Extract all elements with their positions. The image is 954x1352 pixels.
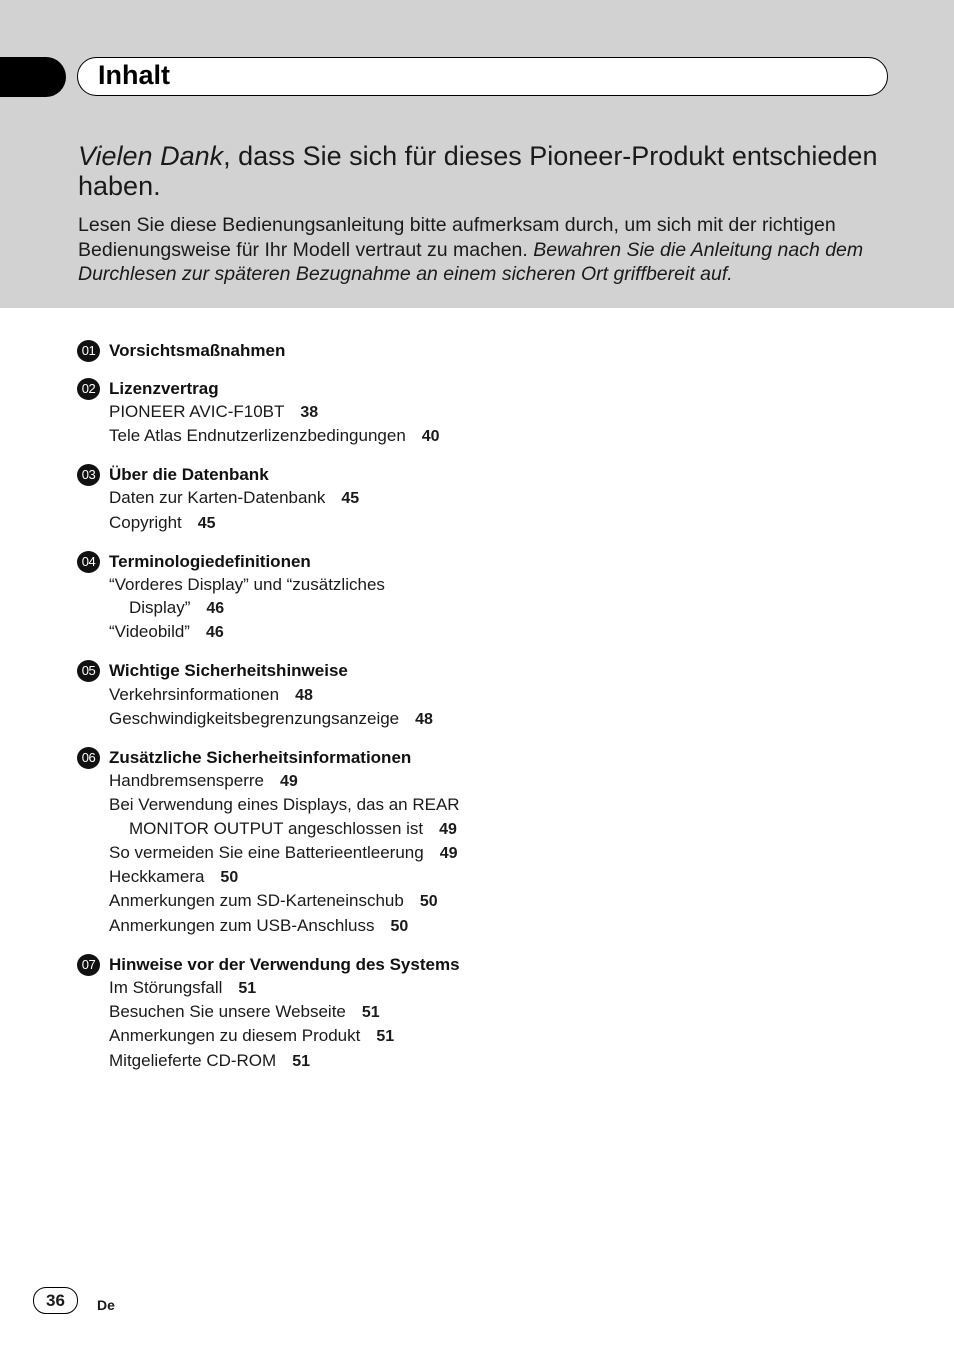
toc-entry-page: 45 (197, 514, 216, 532)
toc-entry-text: Anmerkungen zum SD-Karteneinschub (109, 891, 404, 911)
toc-entry (77, 914, 477, 938)
section-title: Vorsichtsmaßnahmen (109, 341, 286, 360)
headline (78, 141, 918, 201)
toc-entry-page: 49 (439, 820, 457, 838)
section-tab-marker (0, 57, 66, 97)
section-title: Terminologiedefinitionen (109, 551, 311, 571)
toc-entry-text: “Videobild” (109, 622, 190, 642)
section-number-badge: 07 (77, 954, 100, 976)
section-number-badge: 05 (77, 660, 100, 682)
toc-entry-page: 48 (415, 710, 433, 728)
toc-section-heading (77, 953, 477, 976)
toc-section (77, 953, 477, 1073)
section-number-badge: 03 (77, 464, 100, 486)
toc-entry (77, 1024, 477, 1048)
toc-entry (77, 976, 477, 1000)
toc-entry (77, 769, 477, 793)
toc-entry-page: 51 (292, 1052, 310, 1070)
toc-entry-page: 51 (376, 1028, 395, 1046)
toc-entry (77, 486, 477, 510)
section-title: Hinweise vor der Verwendung des Systems (109, 954, 460, 974)
toc-entry-text: Bei Verwendung eines Displays, das an REAR MONITOR OUTPUT angeschlossen ist (109, 795, 460, 838)
toc-entry-page: 50 (419, 893, 438, 911)
toc-entry (77, 400, 477, 424)
toc-entry-text: Besuchen Sie unsere Webseite (109, 1002, 346, 1022)
title-pill (77, 57, 888, 96)
toc-section (77, 659, 477, 731)
toc-section (77, 339, 477, 362)
toc-section-heading (77, 746, 477, 769)
toc-section (77, 550, 477, 645)
toc-entry-page: 38 (300, 404, 319, 422)
intro-paragraph (78, 213, 896, 287)
toc-section (77, 746, 477, 938)
toc-entry (77, 865, 477, 889)
section-title: Wichtige Sicherheitshinweise (109, 661, 348, 681)
toc-section-heading (77, 463, 477, 486)
toc-entry-text: Geschwindigkeitsbegrenzungsanzeige (109, 708, 400, 728)
section-number-badge: 04 (77, 551, 100, 573)
toc-entry-text: Mitgelieferte CD-ROM (109, 1050, 277, 1070)
toc-entry-text: “Vorderes Display” und “zusätzliches Display” (109, 574, 385, 618)
toc-entry (77, 1049, 477, 1073)
toc-entry-page: 45 (341, 490, 360, 508)
toc-entry-page: 49 (279, 772, 298, 790)
headline-rest: , dass Sie sich für dieses Pioneer-Produkt entschieden haben. (78, 141, 878, 201)
toc-entry (77, 511, 477, 535)
toc-entry-text: Heckkamera (109, 867, 205, 887)
page-title: Inhalt (98, 60, 170, 90)
intro-italic: Bewahren Sie die Anleitung nach dem Durchlesen zur späteren Bezugnahme an einem sicheren Ort griffbereit auf. (78, 238, 864, 285)
toc-section (77, 463, 477, 535)
toc-entry-text: Handbremsensperre (109, 770, 264, 790)
toc-entry-page: 49 (439, 844, 458, 862)
toc-entry-text: PIONEER AVIC-F10BT (109, 402, 285, 422)
page-number: 36 (33, 1287, 78, 1314)
toc-entry-page: 50 (220, 869, 239, 887)
toc-entry (77, 573, 477, 621)
section-number-badge: 06 (77, 747, 100, 769)
toc-section-heading (77, 550, 477, 573)
toc-section-heading (77, 659, 477, 682)
toc-entry-text: Copyright (109, 512, 182, 532)
toc-entry-page: 51 (238, 979, 257, 997)
toc-entry-text: Tele Atlas Endnutzerlizenzbedingungen (109, 426, 406, 446)
section-number-badge: 01 (77, 340, 100, 362)
table-of-contents (77, 339, 477, 1088)
toc-entry (77, 707, 477, 731)
language-code: De (97, 1297, 115, 1313)
toc-section (77, 377, 477, 449)
toc-entry-text: Daten zur Karten-Datenbank (109, 488, 326, 508)
toc-entry-page: 46 (205, 624, 224, 642)
headline-italic: Vielen Dank (78, 141, 224, 171)
toc-entry-text: Verkehrsinformationen (109, 684, 280, 704)
toc-entry-text: Im Störungsfall (109, 977, 223, 997)
toc-entry-text: Anmerkungen zum USB-Anschluss (109, 915, 375, 935)
toc-entry-text: So vermeiden Sie eine Batterieentleerung (109, 842, 424, 862)
section-title: Zusätzliche Sicherheitsinformationen (109, 747, 412, 767)
toc-entry (77, 793, 477, 841)
toc-section-heading (77, 377, 477, 400)
toc-entry (77, 424, 477, 448)
toc-entry-page: 46 (206, 600, 225, 618)
toc-entry-text: Anmerkungen zu diesem Produkt (109, 1026, 361, 1046)
section-title: Über die Datenbank (109, 465, 269, 485)
toc-section-heading (77, 339, 477, 362)
section-title: Lizenzvertrag (109, 378, 219, 398)
toc-entry (77, 1000, 477, 1024)
toc-entry-page: 40 (421, 428, 440, 446)
toc-entry (77, 841, 477, 865)
toc-entry-page: 50 (390, 917, 409, 935)
toc-entry-page: 48 (295, 686, 313, 704)
toc-entry (77, 889, 477, 913)
toc-entry (77, 620, 477, 644)
toc-entry (77, 683, 477, 707)
intro-normal: Lesen Sie diese Bedienungsanleitung bitte aufmerksam durch, um sich mit der richtigen Bedienungsweise für Ihr Modell vertraut zu machen. (78, 214, 836, 261)
toc-entry-page: 51 (361, 1004, 380, 1022)
section-number-badge: 02 (77, 378, 100, 400)
